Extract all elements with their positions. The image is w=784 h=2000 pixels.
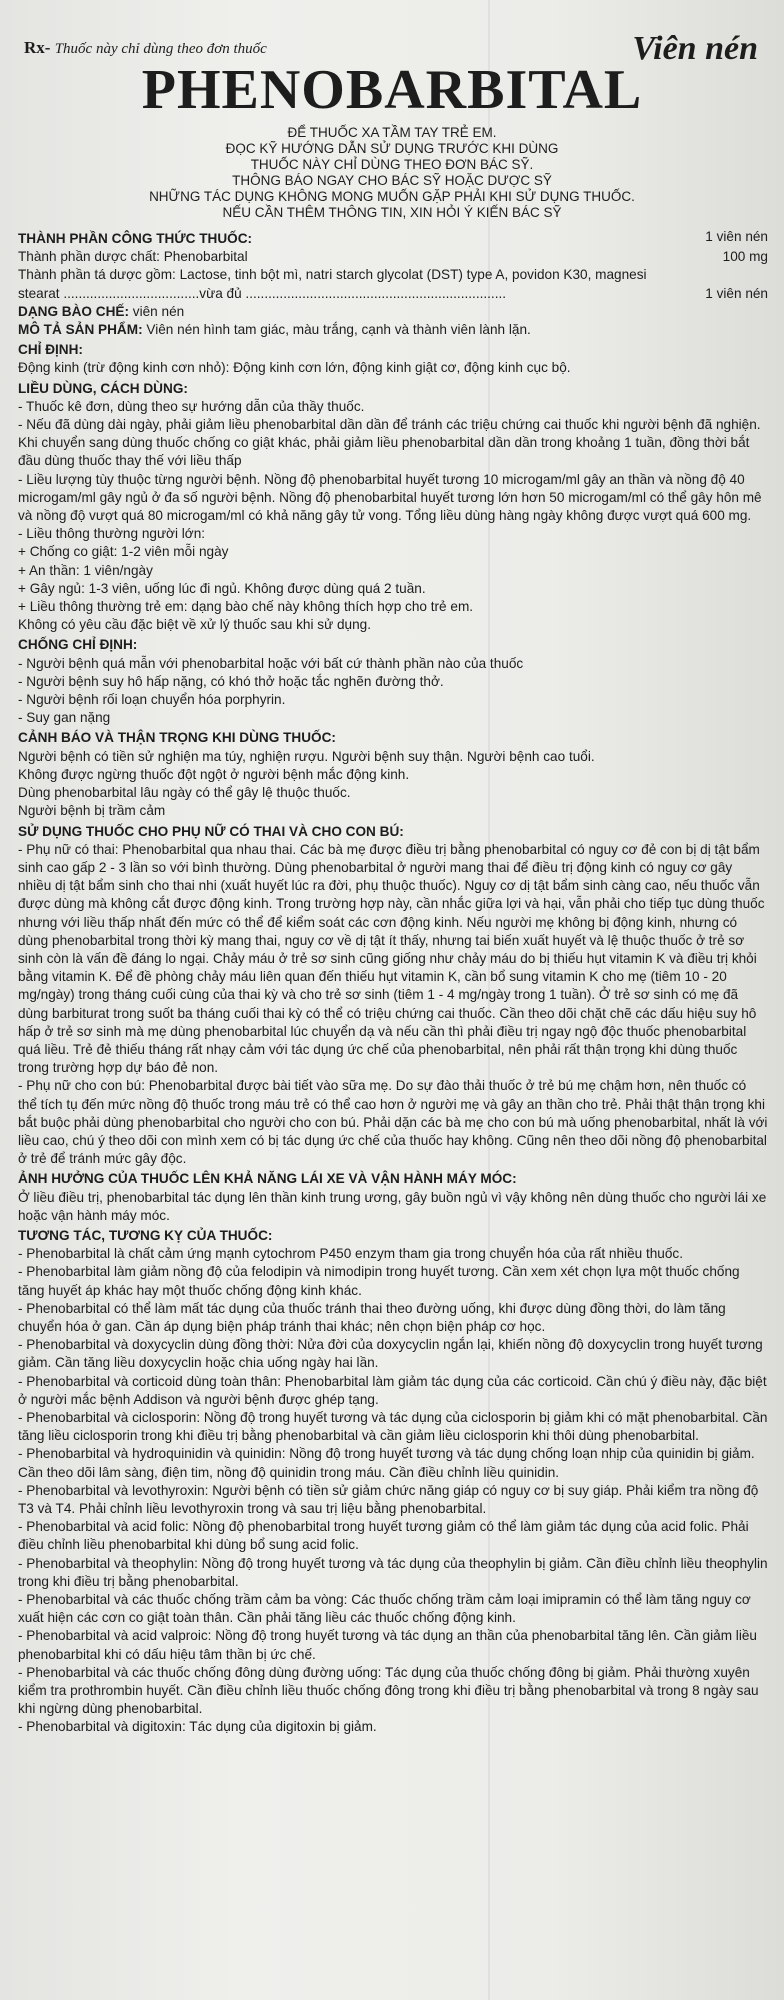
warning-line: NẾU CẦN THÊM THÔNG TIN, XIN HỎI Ý KIẾN BÁC SỸ bbox=[222, 205, 562, 220]
driving-heading: ẢNH HƯỞNG CỦA THUỐC LÊN KHẢ NĂNG LÁI XE VÀ VẬN HÀNH MÁY MÓC: bbox=[18, 1171, 517, 1187]
contraindications-heading: CHỐNG CHỈ ĐỊNH: bbox=[18, 637, 138, 653]
excipients-end: stearat ....................................vừa đủ ..................................................................... bbox=[18, 285, 507, 301]
dosage-heading: LIỀU DÙNG, CÁCH DÙNG: bbox=[18, 380, 188, 396]
interaction-line: - Phenobarbital và acid folic: Nồng độ phenobarbital trong huyết tương giảm có thể làm giảm tác dụng của acid folic. Phải điều chỉnh liều phenobarbital khi dùng bổ sung acid folic. bbox=[18, 1519, 749, 1553]
contraindication-line: - Người bệnh quá mẫn với phenobarbital hoặc với bất cứ thành phần nào của thuốc bbox=[18, 655, 524, 671]
active-row bbox=[18, 248, 768, 266]
interaction-line: - Phenobarbital có thể làm mất tác dụng của thuốc tránh thai theo đường uống, khi được dùng đồng thời, do làm tăng chuyển hóa ở gan. Cần áp dụng biện pháp tránh thai khác; nên chọn biện pháp cơ học. bbox=[18, 1300, 726, 1334]
interaction-line: - Phenobarbital và các thuốc chống đông dùng đường uống: Tác dụng của thuốc chống đông bị giảm. Phải thường xuyên kiểm tra prothrombin huyết. Cần điều chỉnh liều thuốc chống đông trong khi điều trị bằng phenobarbital và trong 8 ngày sau khi ngừng dùng phenobarbital. bbox=[18, 1664, 759, 1717]
contraindication-line: - Người bệnh suy hô hấp nặng, có khó thở hoặc tắc nghẽn đường thở. bbox=[18, 673, 444, 689]
warnings-block bbox=[0, 125, 784, 221]
dosage-line: + Liều thông thường trẻ em: dạng bào chế này không thích hợp cho trẻ em. bbox=[18, 599, 474, 615]
interaction-line: - Phenobarbital và acid valproic: Nồng độ trong huyết tương và tác dụng an thần của phenobarbital tăng lên. Cần giảm liều phenobarbital khi có dấu hiệu tâm thần bị ức chế. bbox=[18, 1628, 757, 1662]
rx-note: Thuốc này chỉ dùng theo đơn thuốc bbox=[54, 41, 267, 57]
dosage-line: - Nếu đã dùng dài ngày, phải giảm liều phenobarbital dần dần để tránh các triệu chứng cai thuốc khi người bệnh đã nghiện. Khi chuyển sang dùng thuốc chống co giật khác, phải giảm liều phenobarbital dần dần trong khoảng 1 tuần, đồng thời bắt đầu dùng thuốc thay thế với liều thấp bbox=[18, 417, 761, 469]
interaction-line: - Phenobarbital và corticoid dùng toàn thân: Phenobarbital làm giảm tác dụng của các corticoid. Cần chú ý điều này, đặc biệt ở người mắc bệnh Addison và người bệnh được ghép tạng. bbox=[18, 1373, 767, 1407]
description-line bbox=[18, 321, 768, 339]
interaction-line: - Phenobarbital và các thuốc chống trầm cảm ba vòng: Các thuốc chống trầm cảm loại imipramin có thể làm tăng nguy cơ xuất hiện các cơn co giật toàn thân. Cần phải tăng liều các thuốc chống động kinh. bbox=[18, 1592, 751, 1626]
warning-line: THUỐC NÀY CHỈ DÙNG THEO ĐƠN BÁC SỸ. bbox=[250, 157, 534, 172]
dosage-line: - Liều thông thường người lớn: bbox=[18, 526, 206, 542]
warning-line: ĐỌC KỸ HƯỚNG DẪN SỬ DỤNG TRƯỚC KHI DÙNG bbox=[225, 141, 559, 156]
indications-heading: CHỈ ĐỊNH: bbox=[18, 342, 83, 358]
dosage-line: + Chống co giật: 1-2 viên mỗi ngày bbox=[18, 544, 229, 560]
precaution-line: Người bệnh bị trầm cảm bbox=[18, 803, 166, 819]
warning-line: ĐỂ THUỐC XA TẦM TAY TRẺ EM. bbox=[287, 125, 497, 140]
composition-heading-row bbox=[18, 228, 768, 248]
pregnancy-heading: SỬ DỤNG THUỐC CHO PHỤ NỮ CÓ THAI VÀ CHO CON BÚ: bbox=[18, 823, 404, 839]
interaction-line: - Phenobarbital và hydroquinidin và quinidin: Nồng độ trong huyết tương và tác dụng chống loạn nhịp của quinidin bị giảm. Cần theo dõi lâm sàng, điện tim, nồng độ quinidin trong máu. Cần điều chỉnh liều quinidin. bbox=[18, 1446, 755, 1480]
active-ingredient: Thành phần dược chất: Phenobarbital bbox=[18, 249, 248, 265]
contraindication-line: - Người bệnh rối loạn chuyển hóa porphyrin. bbox=[18, 692, 286, 708]
description-text: Viên nén hình tam giác, màu trắng, cạnh và thành viên lành lặn. bbox=[146, 322, 531, 338]
interactions-heading: TƯƠNG TÁC, TƯƠNG KỴ CỦA THUỐC: bbox=[18, 1227, 273, 1243]
interaction-line: - Phenobarbital làm giảm nồng độ của felodipin và nimodipin trong huyết tương. Cần xem xét chọn lựa một thuốc chống tăng huyết áp khác hay một thuốc chống động kinh khác. bbox=[18, 1264, 740, 1298]
dosage-line: Không có yêu cầu đặc biệt về xử lý thuốc sau khi sử dụng. bbox=[18, 617, 371, 633]
composition-unit: 1 viên nén bbox=[705, 229, 768, 244]
composition-heading: THÀNH PHẦN CÔNG THỨC THUỐC: bbox=[18, 231, 253, 246]
contraindication-line: - Suy gan nặng bbox=[18, 710, 111, 726]
product-title: PHENOBARBITAL bbox=[141, 59, 643, 121]
precautions-heading: CẢNH BÁO VÀ THẬN TRỌNG KHI DÙNG THUỐC: bbox=[18, 730, 336, 746]
excipients: Thành phần tá dược gồm: Lactose, tinh bột mì, natri starch glycolat (DST) type A, povidon K30, magnesi bbox=[18, 267, 647, 283]
precaution-line: Người bệnh có tiền sử nghiện ma túy, nghiện rượu. Người bệnh suy thận. Người bệnh cao tuổi. bbox=[18, 748, 595, 764]
dosage-line: - Liều lượng tùy thuộc từng người bệnh. Nồng độ phenobarbital huyết tương 10 microgam/ml gây an thần và nồng độ 40 microgam/ml gây ngủ ở đa số người bệnh. Nồng độ phenobarbital huyết tương lớn hơn 50 microgam/ml có thể gây hôn mê và nồng độ vượt quá 80 microgam/ml có khả năng gây tử vong. Tổng liều dùng hàng ngày không được vượt quá 600 mg. bbox=[18, 471, 762, 524]
interaction-line: - Phenobarbital là chất cảm ứng mạnh cytochrom P450 enzym tham gia trong chuyển hóa của rất nhiều thuốc. bbox=[18, 1246, 683, 1262]
rx-line bbox=[24, 38, 267, 58]
warning-line: NHỮNG TÁC DỤNG KHÔNG MONG MUỐN GẶP PHẢI KHI SỬ DỤNG THUỐC. bbox=[149, 189, 635, 204]
description-label: MÔ TẢ SẢN PHẨM: bbox=[18, 322, 143, 338]
interaction-line: - Phenobarbital và theophylin: Nồng độ trong huyết tương và tác dụng của theophylin bị giảm. Cần điều chỉnh liều theophylin trong khi điều trị bằng phenobarbital. bbox=[18, 1555, 768, 1589]
active-amount: 100 mg bbox=[722, 249, 768, 265]
dosage-line: - Thuốc kê đơn, dùng theo sự hướng dẫn của thầy thuốc. bbox=[18, 398, 365, 414]
dosage-form-line bbox=[18, 303, 768, 321]
interaction-line: - Phenobarbital và doxycyclin dùng đồng thời: Nửa đời của doxycyclin ngắn lại, khiến nồng độ doxycyclin trong huyết tương giảm. Cần tăng liều doxycyclin hoặc chia uống ngày hai lần. bbox=[18, 1337, 763, 1371]
interaction-line: - Phenobarbital và levothyroxin: Người bệnh có tiền sử giảm chức năng giáp có nguy cơ bị suy giáp. Phải kiểm tra nồng độ T3 và T4. Phải chỉnh liều levothyroxin trong và sau trị liệu bằng phenobarbital. bbox=[18, 1482, 759, 1517]
excipients-end-row bbox=[18, 285, 768, 303]
dosage-line: + Gây ngủ: 1-3 viên, uống lúc đi ngủ. Không được dùng quá 2 tuần. bbox=[18, 580, 426, 596]
interaction-line: - Phenobarbital và ciclosporin: Nồng độ trong huyết tương và tác dụng của ciclosporin bị giảm khi có mặt phenobarbital. Cần tăng liều ciclosporin trong khi điều trị bằng phenobarbital và cần giảm liều ciclosporin khi thôi dùng phenobarbital. bbox=[18, 1410, 768, 1444]
insert-body bbox=[18, 228, 768, 1737]
rx-label: Rx- bbox=[24, 38, 51, 57]
driving-text: Ở liều điều trị, phenobarbital tác dụng lên thần kinh trung ương, gây buồn ngủ vì vậy không nên dùng thuốc cho người lái xe hoặc vận hành máy móc. bbox=[18, 1189, 767, 1223]
dosage-form-tag: Viên nén bbox=[632, 30, 758, 67]
dosage-form-label: DẠNG BÀO CHẾ: bbox=[18, 303, 130, 319]
insert-header bbox=[0, 0, 784, 255]
dosage-line: + An thần: 1 viên/ngày bbox=[18, 562, 153, 578]
interaction-line: - Phenobarbital và digitoxin: Tác dụng của digitoxin bị giảm. bbox=[18, 1719, 377, 1735]
precaution-line: Không được ngừng thuốc đột ngột ở người bệnh mắc động kinh. bbox=[18, 766, 410, 782]
breastfeeding-paragraph: - Phụ nữ cho con bú: Phenobarbital được bài tiết vào sữa mẹ. Do sự đào thải thuốc ở trẻ bú mẹ chậm hơn, nên thuốc có thể tích tụ đến mức nồng độ thuốc trong máu trẻ có thể cao hơn ở người mẹ và gây an thần cho trẻ. Phải thật thận trọng khi bắt buộc phải dùng phenobarbital cho người cho con bú. Phải dặn các bà mẹ cho con bú mà uống phenobarbital, nhất là với liều cao, chú ý theo dõi con mình xem có bị tác dụng ức chế của thuốc hay không. Cũng nên theo dõi nồng độ phenobarbital ở trẻ để tránh mức gây độc. bbox=[18, 1078, 768, 1167]
excipients-amount: 1 viên nén bbox=[705, 285, 768, 301]
pregnancy-paragraph: - Phụ nữ có thai: Phenobarbital qua nhau thai. Các bà mẹ được điều trị bằng phenobarbital có nguy cơ đẻ con bị dị tật bẩm sinh cao gấp 2 - 3 lần so với bình thường. Dùng phenobarbital ở người mang thai để điều trị động kinh có nguy cơ gây nhiều dị tật bẩm sinh cho thai nhi (xuất huyết lúc ra đời, phụ thuộc thuốc). Nguy cơ dị tật bẩm sinh càng cao, nếu thuốc vẫn được dùng mà không cắt được động kinh. Trong trường hợp này, cần nhắc giữa lợi và hại, vẫn phải cho tiếp tục dùng thuốc nhưng với liều thấp nhất đến mức có thể để kiểm soát các cơn động kinh. Nếu người mẹ không bị động kinh, nhưng có dùng phenobarbital trong thời kỳ mang thai, nguy cơ về dị tật ít thấy, nhưng tai biến xuất huyết và lệ thuộc thuốc ở trẻ sơ sinh còn là vấn đề đáng lo ngại. Chảy máu ở trẻ sơ sinh cũng giống như chảy máu do bị thiếu hụt vitamin K và điều trị khỏi bằng vitamin K. Để đề phòng chảy máu liên quan đến thiếu hụt vitamin K, cần bổ sung vitamin K cho mẹ (tiêm 10 - 20 mg/ngày) trong tháng cuối cùng của thai kỳ và cho trẻ sơ sinh (tiêm 1 - 4 mg/ngày trong 1 tuần). Ở trẻ sơ sinh có mẹ đã dùng barbiturat trong suốt ba tháng cuối thai kỳ có thể có triệu chứng cai thuốc. Cần theo dõi chặt chẽ các dấu hiệu suy hô hấp ở trẻ sơ sinh mà mẹ dùng phenobarbital lúc chuyển dạ và nếu cần thì phải điều trị ngay ngộ độc thuốc phenobarbital quá liều. Trẻ đẻ thiếu tháng rất nhạy cảm với tác dụng ức chế của phenobarbital, nên phải rất thận trọng khi dùng thuốc trong trường hợp dự báo đẻ non. bbox=[18, 841, 765, 1076]
indications-text: Động kinh (trừ động kinh cơn nhỏ): Động kinh cơn lớn, động kinh giật cơ, động kinh cục bộ. bbox=[18, 360, 571, 376]
precaution-line: Dùng phenobarbital lâu ngày có thể gây lệ thuộc thuốc. bbox=[18, 785, 351, 801]
warning-line: THÔNG BÁO NGAY CHO BÁC SỸ HOẶC DƯỢC SỸ bbox=[232, 173, 552, 188]
dosage-form-text: viên nén bbox=[132, 303, 185, 319]
